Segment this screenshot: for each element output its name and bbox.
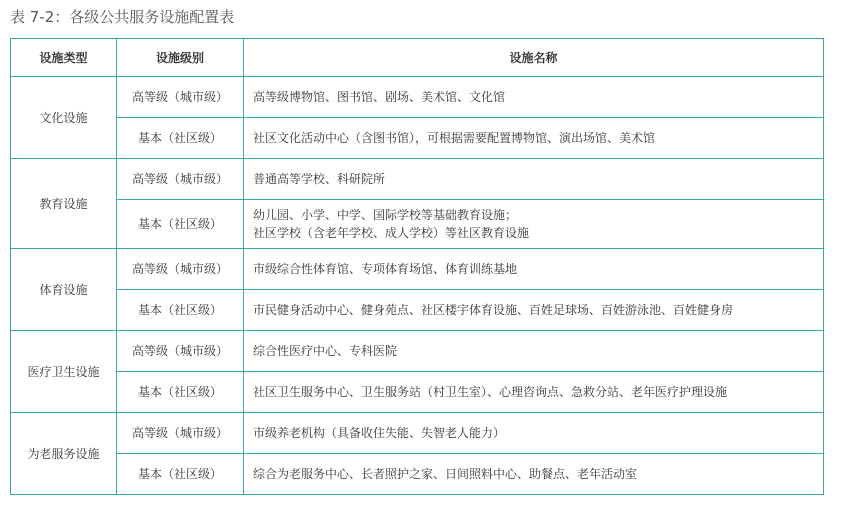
facility-names-cell: 普通高等学校、科研院所 (244, 159, 824, 200)
facility-type-cell: 体育设施 (11, 249, 117, 331)
facility-names-cell: 幼儿园、小学、中学、国际学校等基础教育设施； 社区学校（含老年学校、成人学校）等社区教育设施 (244, 200, 824, 249)
facility-level-cell: 基本（社区级） (117, 200, 244, 249)
header-facility-type: 设施类型 (11, 39, 117, 77)
facility-level-cell: 高等级（城市级） (117, 413, 244, 454)
facility-level-cell: 高等级（城市级） (117, 249, 244, 290)
facility-type-cell: 医疗卫生设施 (11, 331, 117, 413)
facility-level-cell: 基本（社区级） (117, 118, 244, 159)
table-row (11, 77, 824, 118)
table-caption: 表 7-2：各级公共服务设施配置表 (10, 8, 235, 26)
facility-names-cell: 市级综合性体育馆、专项体育场馆、体育训练基地 (244, 249, 824, 290)
facility-names-cell: 社区卫生服务中心、卫生服务站（村卫生室）、心理咨询点、急救分站、老年医疗护理设施 (244, 372, 824, 413)
facility-level-cell: 基本（社区级） (117, 454, 244, 495)
facility-level-cell: 基本（社区级） (117, 290, 244, 331)
table-row (11, 200, 824, 249)
header-facility-level: 设施级别 (117, 39, 244, 77)
facility-level-cell: 高等级（城市级） (117, 331, 244, 372)
facility-names-cell: 市级养老机构（具备收住失能、失智老人能力） (244, 413, 824, 454)
facility-names-cell: 市民健身活动中心、健身苑点、社区楼宇体育设施、百姓足球场、百姓游泳池、百姓健身房 (244, 290, 824, 331)
table-row (11, 159, 824, 200)
table-row (11, 249, 824, 290)
facility-names-cell: 高等级博物馆、图书馆、剧场、美术馆、文化馆 (244, 77, 824, 118)
table-row (11, 413, 824, 454)
facility-names-cell: 社区文化活动中心（含图书馆），可根据需要配置博物馆、演出场馆、美术馆 (244, 118, 824, 159)
table-row (11, 331, 824, 372)
facility-names-cell: 综合为老服务中心、长者照护之家、日间照料中心、助餐点、老年活动室 (244, 454, 824, 495)
table-row (11, 118, 824, 159)
table-row (11, 372, 824, 413)
facility-level-cell: 基本（社区级） (117, 372, 244, 413)
table-row (11, 290, 824, 331)
header-facility-names: 设施名称 (244, 39, 824, 77)
facility-type-cell: 为老服务设施 (11, 413, 117, 495)
facility-names-cell: 综合性医疗中心、专科医院 (244, 331, 824, 372)
table-header-row (11, 39, 824, 77)
facility-type-cell: 文化设施 (11, 77, 117, 159)
facility-level-cell: 高等级（城市级） (117, 159, 244, 200)
table-row (11, 454, 824, 495)
facility-type-cell: 教育设施 (11, 159, 117, 249)
facilities-table (10, 38, 824, 495)
facility-level-cell: 高等级（城市级） (117, 77, 244, 118)
